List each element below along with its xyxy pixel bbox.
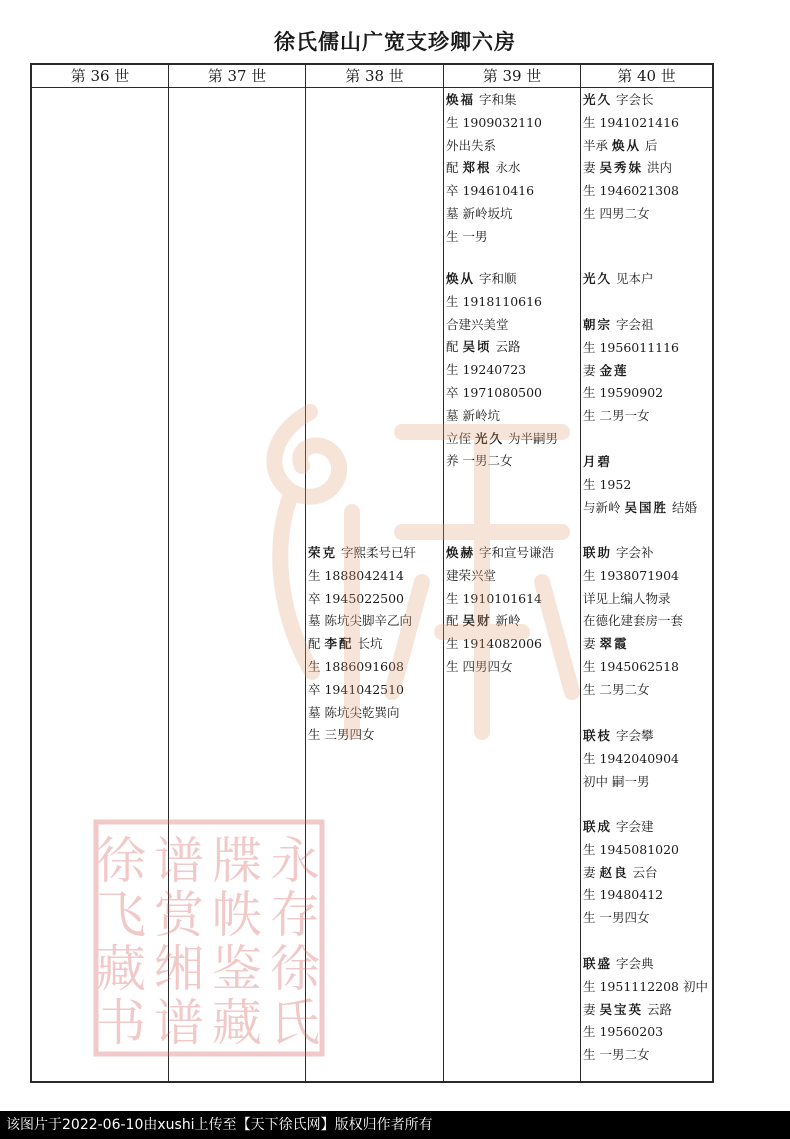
person-detail: 详见上编人物录: [583, 590, 671, 606]
person-detail: 字会攀: [612, 728, 654, 743]
person-detail: 生 19480412: [583, 887, 664, 903]
person-detail: 生 1945062518: [583, 658, 680, 674]
svg-text:谱: 谱: [154, 832, 204, 890]
person-name: 朝宗: [583, 317, 613, 332]
spouse-label: 配: [446, 160, 463, 176]
person-entry-guangjiu: [583, 89, 712, 226]
person-detail: 生 19560203: [583, 1024, 664, 1040]
spouse-name: 翠霞: [599, 636, 629, 652]
person-detail: 半承: [583, 137, 612, 153]
spouse-name: 吴财: [462, 613, 492, 629]
svg-text:缃: 缃: [154, 940, 204, 998]
person-detail: 生 1956011116: [583, 339, 680, 355]
svg-text:徐: 徐: [96, 832, 146, 890]
person-entry-rongke: [308, 542, 443, 747]
person-detail: 后: [641, 137, 658, 153]
column-gen-40: [581, 65, 712, 1081]
spouse-name: 吴宝英: [599, 1001, 643, 1017]
svg-text:永: 永: [270, 832, 320, 890]
person-name: 焕福: [446, 92, 476, 107]
person-detail: 卒 1941042510: [308, 681, 405, 697]
person-entry-lianzhi: [583, 725, 712, 793]
person-detail: 字会长: [612, 92, 654, 107]
person-detail: 结婚: [668, 499, 697, 515]
person-name: 光久: [583, 92, 613, 107]
person-detail: 生 一男: [446, 228, 488, 244]
person-detail: 生 19240723: [446, 362, 527, 378]
person-detail: 生 一男四女: [583, 910, 650, 926]
person-detail: 生 四男二女: [583, 205, 650, 221]
person-name: 焕从: [446, 271, 476, 286]
person-detail: 生 1946021308: [583, 183, 680, 199]
spouse-name: 赵良: [599, 864, 629, 880]
person-detail: 生 1914082006: [446, 636, 543, 652]
person-detail: 生 1952: [583, 476, 632, 492]
spouse-name: 郑根: [462, 160, 492, 176]
person-entry-chaozong: [583, 314, 712, 428]
person-detail: 生 四男四女: [446, 658, 513, 674]
person-detail: 外出失系: [446, 137, 497, 153]
person-detail: 墓 陈坑尖脚辛乙向: [308, 613, 412, 629]
person-detail: 生 二男一女: [583, 408, 650, 424]
person-detail: 为半嗣男: [504, 430, 558, 446]
column-gen-36: [32, 65, 169, 1081]
person-detail: 生 1910101614: [446, 590, 543, 606]
person-detail: 生 1945081020: [583, 841, 680, 857]
spouse-label: 配: [308, 636, 325, 652]
person-detail: 见本户: [612, 271, 654, 286]
person-detail: 养 一男二女: [446, 453, 513, 469]
person-detail: 生 1886091608: [308, 658, 405, 674]
svg-text:飞: 飞: [96, 886, 146, 944]
person-detail: 洪内: [643, 160, 672, 176]
svg-text:牒: 牒: [212, 832, 262, 890]
person-entry-liansheng: [583, 953, 712, 1067]
person-detail: 生 1942040904: [583, 750, 680, 766]
person-detail: 字熙柔号已轩: [337, 545, 416, 560]
svg-text:徐: 徐: [270, 940, 320, 998]
svg-text:存: 存: [270, 886, 320, 944]
spouse-label: 妻: [583, 636, 600, 652]
svg-text:藏: 藏: [96, 940, 146, 998]
column-gen-38: [306, 65, 444, 1081]
person-detail: 云台: [628, 864, 658, 880]
column-gen-37: [169, 65, 306, 1081]
person-detail: 新岭: [491, 613, 521, 629]
person-detail: 长坑: [353, 636, 383, 652]
person-name: 联成: [583, 819, 613, 834]
person-detail: 云路: [643, 1001, 672, 1017]
person-detail: 建荣兴堂: [446, 567, 497, 583]
person-name: 联助: [583, 545, 613, 560]
person-detail: 在德化建套房一套: [583, 613, 684, 629]
person-detail: 生 一男二女: [583, 1047, 650, 1063]
svg-text:书: 书: [96, 994, 146, 1052]
spouse-name: 吴顷: [462, 339, 492, 355]
spouse-label: 配: [446, 613, 463, 629]
person-entry-huanfu: [446, 89, 580, 249]
person-detail: 字会补: [612, 545, 654, 560]
spouse-label: 妻: [583, 1001, 600, 1017]
person-detail: 卒 194610416: [446, 183, 535, 199]
person-name: 焕赫: [446, 545, 476, 560]
person-name: 荣克: [308, 545, 338, 560]
person-detail: 墓 陈坑尖乾巽向: [308, 704, 400, 720]
spouse-label: 妻: [583, 864, 600, 880]
person-entry-lianzhu: [583, 542, 712, 702]
person-detail: 与新岭: [583, 499, 625, 515]
person-detail: 字会建: [612, 819, 654, 834]
person-detail: 卒 1971080500: [446, 384, 543, 400]
svg-text:赏: 赏: [154, 886, 204, 944]
person-detail: 合建兴美堂: [446, 316, 509, 332]
person-detail: 卒 1945022500: [308, 590, 405, 606]
person-detail: 生 三男四女: [308, 727, 375, 743]
person-detail: 生 1909032110: [446, 114, 543, 130]
person-detail: 墓 新岭坂坑: [446, 205, 513, 221]
svg-text:鉴: 鉴: [212, 940, 262, 998]
person-detail: 字会典: [612, 956, 654, 971]
person-detail: 生 19590902: [583, 385, 664, 401]
person-detail: 生 1938071904: [583, 567, 680, 583]
column-header: 第 38 世: [306, 65, 443, 88]
person-detail: 永水: [491, 160, 521, 176]
person-name: 联枝: [583, 728, 613, 743]
person-detail: 字和顺: [475, 271, 517, 286]
column-header: 第 39 世: [444, 65, 580, 88]
page-title: 徐氏儒山广宽支珍卿六房: [274, 29, 516, 54]
related-name: 吴国胜: [624, 499, 668, 515]
person-entry-guangjiu-ref: [583, 268, 712, 291]
column-gen-39: [444, 65, 581, 1081]
column-header: 第 40 世: [581, 65, 712, 88]
column-header: 第 36 世: [32, 65, 168, 88]
spouse-name: 吴秀妹: [599, 160, 643, 176]
svg-text:氏: 氏: [270, 994, 320, 1052]
spouse-label: 配: [446, 339, 463, 355]
person-detail: 字和集: [475, 92, 517, 107]
svg-text:谱: 谱: [154, 994, 204, 1052]
upload-footer-banner: 该图片于2022-06-10由xushi上传至【天下徐氏网】版权归作者所有: [0, 1111, 790, 1139]
person-detail: 生 二男二女: [583, 681, 650, 697]
person-detail: 初中 嗣一男: [583, 773, 650, 789]
spouse-name: 金莲: [599, 362, 629, 378]
column-header: 第 37 世: [169, 65, 305, 88]
related-name: 焕从: [611, 137, 641, 153]
related-name: 光久: [474, 430, 504, 446]
person-detail: 生 1941021416: [583, 114, 680, 130]
spouse-label: 妻: [583, 362, 600, 378]
person-name: 月碧: [583, 454, 613, 469]
person-entry-huancong: [446, 268, 580, 473]
person-detail: 生 1951112208 初中: [583, 978, 708, 994]
svg-text:帙: 帙: [212, 886, 262, 944]
person-detail: 字会祖: [612, 317, 654, 332]
person-name: 联盛: [583, 956, 613, 971]
person-detail: 生 1888042414: [308, 567, 405, 583]
person-name: 光久: [583, 271, 613, 286]
person-detail: 字和宣号谦浩: [475, 545, 554, 560]
person-entry-liancheng: [583, 816, 712, 930]
person-detail: 云路: [491, 339, 521, 355]
person-detail: 墓 新岭坑: [446, 407, 500, 423]
person-entry-yuebi: [583, 451, 712, 519]
spouse-name: 李配: [324, 636, 354, 652]
person-entry-huanhe: [446, 542, 580, 679]
svg-text:藏: 藏: [212, 994, 262, 1052]
genealogy-table: [30, 63, 714, 1083]
person-detail: 生 1918110616: [446, 293, 543, 309]
spouse-label: 妻: [583, 160, 600, 176]
person-detail: 立侄: [446, 430, 475, 446]
